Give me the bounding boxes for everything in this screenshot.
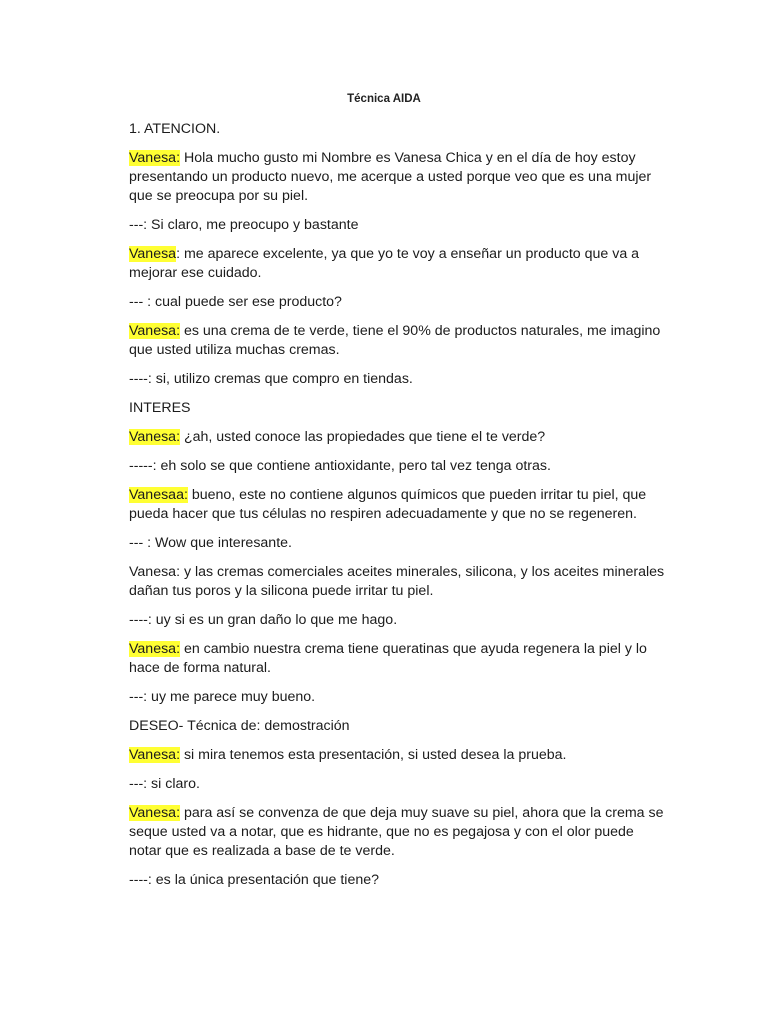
speaker-highlight: Vanesa: — [129, 429, 181, 445]
paragraph-text: Hola mucho gusto mi Nombre es Vanesa Chica y en el día de hoy estoy presentando un producto nuevo, me acerque a usted porque veo que es una mujer que se preocupa por su piel. — [129, 150, 652, 204]
speaker-highlight: Vanesaa: — [129, 487, 188, 503]
paragraph-text: ---: Si claro, me preocupo y bastante — [129, 217, 359, 233]
paragraph-text: ---: uy me parece muy bueno. — [129, 689, 316, 705]
paragraph-text: ----: si, utilizo cremas que compro en tiendas. — [129, 371, 413, 387]
dialogue-paragraph — [129, 640, 669, 678]
paragraph-text: INTERES — [129, 400, 191, 416]
dialogue-paragraph — [129, 486, 669, 524]
paragraph-text: ----: es la única presentación que tiene? — [129, 872, 379, 888]
speaker-highlight: Vanesa: — [129, 747, 181, 763]
paragraph-text: ¿ah, usted conoce las propiedades que tiene el te verde? — [180, 429, 546, 445]
dialogue-paragraph — [129, 746, 669, 765]
dialogue-paragraph — [129, 428, 669, 447]
paragraph-text: --- : Wow que interesante. — [129, 535, 292, 551]
speaker-highlight: Vanesa: — [129, 641, 181, 657]
paragraph-text: Vanesa: y las cremas comerciales aceites minerales, silicona, y los aceites minerales dañan tus poros y la silicona puede irritar tu piel. — [129, 564, 665, 599]
paragraph-text: --- : cual puede ser ese producto? — [129, 294, 342, 310]
dialogue-paragraph — [129, 245, 669, 283]
speaker-highlight: Vanesa — [129, 246, 177, 262]
paragraph-text: ---: si claro. — [129, 776, 200, 792]
dialogue-paragraph — [129, 293, 669, 312]
section-heading — [129, 399, 669, 418]
section-heading — [129, 717, 669, 736]
paragraph-text: DESEO- Técnica de: demostración — [129, 718, 350, 734]
paragraph-text: : me aparece excelente, ya que yo te voy a enseñar un producto que va a mejorar ese cuidado. — [129, 246, 640, 281]
dialogue-paragraph — [129, 457, 669, 476]
speaker-highlight: Vanesa: — [129, 805, 181, 821]
dialogue-paragraph — [129, 322, 669, 360]
section-heading — [129, 120, 669, 139]
paragraph-text: en cambio nuestra crema tiene queratinas que ayuda regenera la piel y lo hace de forma natural. — [129, 641, 647, 676]
speaker-highlight: Vanesa: — [129, 150, 181, 166]
speaker-highlight: Vanesa: — [129, 323, 181, 339]
paragraph-text: para así se convenza de que deja muy suave su piel, ahora que la crema se seque usted va a notar, que es hidrante, que no es pegajosa y con el olor puede notar que es realizada a base de te verde. — [129, 805, 664, 859]
paragraph-text: 1. ATENCION. — [129, 121, 221, 137]
dialogue-paragraph — [129, 149, 669, 206]
dialogue-paragraph — [129, 563, 669, 601]
dialogue-paragraph — [129, 688, 669, 707]
paragraph-text: bueno, este no contiene algunos químicos que pueden irritar tu piel, que pueda hacer que tus células no respiren adecuadamente y que no se regeneren. — [129, 487, 647, 522]
dialogue-paragraph — [129, 804, 669, 861]
paragraph-text: -----: eh solo se que contiene antioxidante, pero tal vez tenga otras. — [129, 458, 551, 474]
dialogue-paragraph — [129, 216, 669, 235]
paragraph-text: es una crema de te verde, tiene el 90% de productos naturales, me imagino que usted utiliza muchas cremas. — [129, 323, 661, 358]
dialogue-paragraph — [129, 534, 669, 553]
dialogue-paragraph — [129, 370, 669, 389]
dialogue-paragraph — [129, 775, 669, 794]
paragraph-text: ----: uy si es un gran daño lo que me hago. — [129, 612, 398, 628]
paragraph-text: si mira tenemos esta presentación, si usted desea la prueba. — [180, 747, 567, 763]
document-body — [129, 120, 669, 900]
dialogue-paragraph — [129, 871, 669, 890]
document-title: Técnica AIDA — [347, 93, 421, 105]
dialogue-paragraph — [129, 611, 669, 630]
